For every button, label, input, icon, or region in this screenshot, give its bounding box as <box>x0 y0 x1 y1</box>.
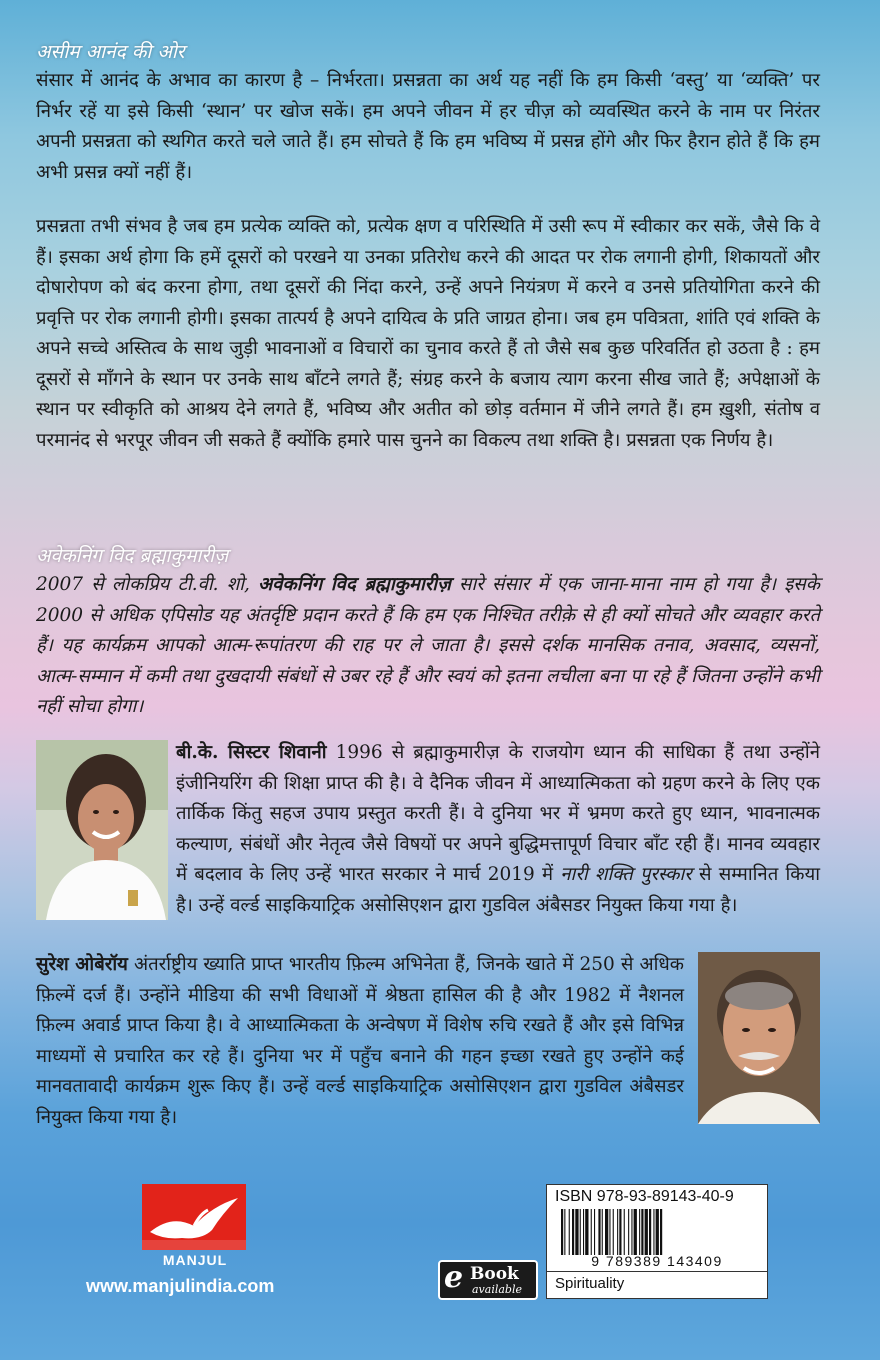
ebook-available-badge <box>438 1260 538 1300</box>
bio-shivani-text-a: 1996 से ब्रह्माकुमारीज़ के राजयोग ध्यान की साधिका हैं तथा उन्होंने इंजीनियरिंग की शिक्षा प्राप्त की है। वे दैनिक जीवन में आध्यात्मिकता को ग्रहण करने के लिए एक तार्किक किंतु सहज उपाय प्रस्तुत करती हैं। वे दुनिया भर में भ्रमण करते हुए ध्यान, भावनात्मक कल्याण, संबंधों और नेतृत्व जैसे विषयों पर अपने बुद्धिमत्तापूर्ण विचार बाँट रही हैं। मानव व्यवहार में बदलाव के लिए उन्हें भारत सरकार ने मार्च 2019 में <box>176 742 820 885</box>
show-name: अवेकनिंग विद ब्रह्माकुमारीज़ <box>258 574 451 595</box>
suresh-oberoi-photo <box>698 952 820 1124</box>
publisher-name: MANJUL <box>162 1252 228 1268</box>
award-name: नारी शक्ति पुरस्कार <box>560 864 692 885</box>
bio-shivani-text-b: से सम्मानित किया है। उन्हें वर्ल्ड साइकियाट्रिक असोसिएशन द्वारा गुडविल अंबैसडर नियुक्त किया गया है। <box>176 864 820 916</box>
awakening-paragraph <box>36 570 820 723</box>
bio-name-oberoi: सुरेश ओबेरॉय <box>36 954 128 975</box>
section-heading-awakening: अवेकनिंग विद ब्रह्माकुमारीज़ <box>36 545 229 567</box>
bio-suresh-oberoi <box>36 950 684 1133</box>
ebook-sub: available <box>472 1283 522 1296</box>
awakening-text-b: सारे संसार में एक जाना-माना नाम हो गया है। इसके 2000 से अधिक एपिसोड यह अंतर्दृष्टि प्रदान करते हैं कि हम एक निश्चित तरीक़े से ही क्यों सोचते और व्यवहार करते हैं। यह कार्यक्रम आपको आत्म-रूपांतरण की राह पर ले जाता है। इससे दर्शक मानसिक तनाव, अवसाद, व्यसनों, आत्म-सम्मान में कमी तथा दुखदायी संबंधों से उबर रहे हैं और स्वयं को इतना लचीला बना पा रहे हैं जितना उन्होंने कभी नहीं सोचा होगा। <box>36 574 821 717</box>
isbn-label: ISBN 978-93-89143-40-9 <box>555 1188 734 1205</box>
barcode-icon <box>561 1209 753 1255</box>
awakening-text-a: 2007 से लोकप्रिय टी.वी. शो, <box>36 574 259 595</box>
bio-sister-shivani <box>176 738 820 921</box>
publisher-website[interactable]: www.manjulindia.com <box>86 1276 275 1296</box>
section-heading-blissful-joy: असीम आनंद की ओर <box>36 41 185 63</box>
swan-icon <box>142 1184 246 1250</box>
sister-shivani-photo <box>36 740 168 920</box>
intro-paragraph-2: प्रसन्नता तभी संभव है जब हम प्रत्येक व्यक्ति को, प्रत्येक क्षण व परिस्थिति में उसी रूप में स्वीकार कर सकें, जैसे कि वे हैं। इसका अर्थ होगा कि हमें दूसरों को परखने या उनका प्रतिरोध करने की आदत पर रोक लगानी होगी, शिकायतों और दोषारोपण को बंद करना होगा, तथा दूसरों की निंदा करने, उन्हें अपने नियंत्रण में करने व उनसे प्रतियोगिता करने की प्रवृत्ति पर रोक लगानी होगी। इसका तात्पर्य है अपने दायित्व के प्रति जाग्रत होना। जब हम पवित्रता, शांति एवं शक्ति के अपने सच्चे अस्तित्व के साथ जुड़ी भावनाओं व विचारों का चुनाव करते हैं तो जैसे सब कुछ परिवर्तित हो उठता है : हम दूसरों से माँगने के स्थान पर उनके साथ बाँटने लगते हैं; संग्रह करने के बजाय त्याग करना सीख जाते हैं; अपेक्षाओं के स्थान पर स्वीकृति को आश्रय देने लगते हैं, भविष्य और अतीत को छोड़ वर्तमान में जीने लगते हैं। हम ख़ुशी, संतोष व परमानंद से भरपूर जीवन जी सकते हैं क्योंकि हमारे पास चुनने का विकल्प तथा शक्ति है। प्रसन्नता एक निर्णय है। <box>36 216 820 451</box>
bio-name-shivani: बी.के. सिस्टर शिवानी <box>176 742 327 763</box>
ebook-letter: e <box>444 1260 464 1295</box>
isbn-barcode-box <box>546 1184 768 1299</box>
barcode-number: 9 789389 143409 <box>591 1253 723 1269</box>
manjul-logo <box>142 1184 246 1250</box>
bio-oberoi-text: अंतर्राष्ट्रीय ख्याति प्राप्त भारतीय फ़िल्म अभिनेता हैं, जिनके खाते में 250 से अधिक फ़िल्में दर्ज हैं। उन्होंने मीडिया की सभी विधाओं में श्रेष्ठता हासिल की है और 1982 में नैशनल फ़िल्म अवार्ड प्राप्त किया है। वे आध्यात्मिकता के अन्वेषण में विशेष रुचि रखते हैं और इसे विभिन्न माध्यमों से प्रचारित कर रहे हैं। दुनिया भर में पहुँच बनाने की गहन इच्छा रखते हुए उन्होंने कई मानवतावादी कार्यक्रम शुरू किए हैं। उन्हें वर्ल्ड साइकियाट्रिक असोसिएशन द्वारा गुडविल अंबैसडर नियुक्त किया गया है। <box>36 954 685 1128</box>
genre-label: Spirituality <box>547 1271 767 1295</box>
intro-paragraph-1: संसार में आनंद के अभाव का कारण है – निर्भरता। प्रसन्नता का अर्थ यह नहीं कि हम किसी ‘वस्तु’ या ‘व्यक्ति’ पर निर्भर रहें या इसे किसी ‘स्थान’ पर खोज सकें। हम अपने जीवन में हर चीज़ को व्यवस्थित करने के नाम पर निरंतर अपनी प्रसन्नता को स्थगित करते चले जाते हैं। हम सोचते हैं कि हम भविष्य में प्रसन्न होंगे और फिर हैरान होते हैं कि हम अभी प्रसन्न क्यों नहीं हैं। <box>36 70 820 183</box>
ebook-word: Book <box>470 1264 519 1284</box>
